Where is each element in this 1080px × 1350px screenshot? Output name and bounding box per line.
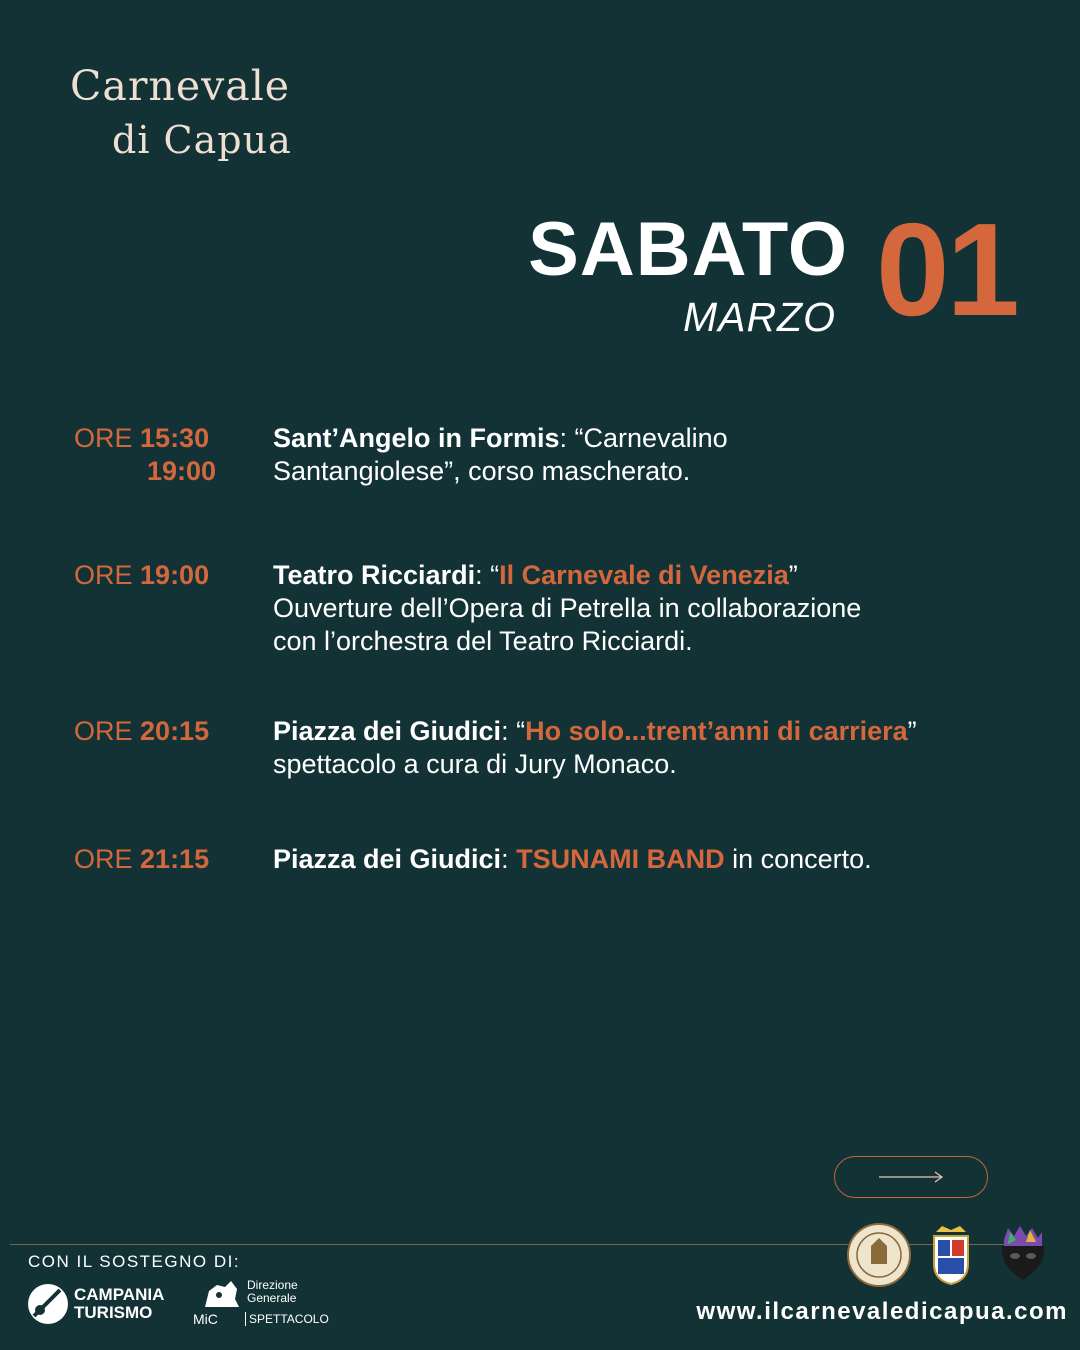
support-label: CON IL SOSTEGNO DI:: [28, 1252, 241, 1271]
event-venue: Piazza dei Giudici: [273, 844, 502, 874]
ore-label: ORE: [74, 844, 133, 874]
mic-label: MiC: [193, 1311, 218, 1327]
ore-label: ORE: [74, 716, 133, 746]
website-link[interactable]: www.ilcarnevaledicapua.com: [696, 1298, 1068, 1325]
event-venue: Sant’Angelo in Formis: [273, 423, 560, 453]
time-value: 19:00: [140, 560, 210, 590]
event-text-line-2: Santangiolese”, corso mascherato.: [273, 456, 691, 486]
event-text: in concerto.: [724, 844, 872, 874]
logo-line-1: Carnevale: [70, 62, 291, 110]
event-text-line-2: spettacolo a cura di Jury Monaco.: [273, 749, 677, 779]
quote-close: ”: [907, 716, 917, 746]
campania-text: [74, 1286, 164, 1322]
campania-line-1: CAMPANIA: [74, 1285, 165, 1304]
event-time: [74, 559, 209, 592]
carnival-mask-icon: [996, 1222, 1050, 1288]
event-title: TSUNAMI BAND: [516, 844, 725, 874]
event-text-line-2: Ouverture dell’Opera di Petrella in collaborazione: [273, 593, 862, 623]
event-venue: Piazza dei Giudici: [273, 716, 502, 746]
event-title: Ho solo...trent’anni di carriera: [525, 716, 908, 746]
event-description: [273, 422, 1063, 488]
mic-line-1: Direzione: [247, 1278, 298, 1292]
event-time: [74, 422, 216, 488]
time-value: 20:15: [140, 716, 210, 746]
event-venue: Teatro Ricciardi: [273, 560, 476, 590]
logo-line-2: di Capua: [112, 118, 292, 162]
quote-close: ”: [788, 560, 798, 590]
mic-line-2: Generale: [247, 1291, 297, 1305]
date-weekday: SABATO: [528, 207, 848, 292]
event-title: Il Carnevale di Venezia: [499, 560, 789, 590]
association-seal-icon: [846, 1222, 912, 1288]
event-time: [74, 715, 209, 748]
date-number: 01: [876, 196, 1017, 343]
mic-logo: [193, 1277, 343, 1331]
campania-line-2: TURISMO: [74, 1303, 153, 1322]
carnevale-logo: [70, 62, 320, 172]
next-button[interactable]: [834, 1156, 988, 1198]
arrow-right-icon: [877, 1169, 945, 1185]
time-value-2: 19:00: [147, 456, 217, 486]
event-description: [273, 715, 1063, 781]
event-text: : “Carnevalino: [559, 423, 728, 453]
campania-turismo-logo: [26, 1280, 186, 1326]
time-value: 21:15: [140, 844, 210, 874]
quote-open: : “: [501, 716, 526, 746]
event-text-line-3: con l’orchestra del Teatro Ricciardi.: [273, 626, 693, 656]
event-description: [273, 559, 1063, 658]
mic-icon: [199, 1277, 243, 1311]
mic-direzione: [247, 1279, 298, 1305]
mic-line-3: SPETTACOLO: [245, 1312, 329, 1326]
capua-coat-of-arms-icon: [928, 1222, 974, 1288]
time-value: 15:30: [140, 423, 210, 453]
event-description: [273, 843, 1063, 876]
event-time: [74, 843, 209, 876]
ore-label: ORE: [74, 560, 133, 590]
date-month: MARZO: [682, 294, 836, 340]
campania-icon: [26, 1282, 70, 1326]
separator: :: [501, 844, 517, 874]
ore-label: ORE: [74, 423, 133, 453]
quote-open: : “: [475, 560, 500, 590]
